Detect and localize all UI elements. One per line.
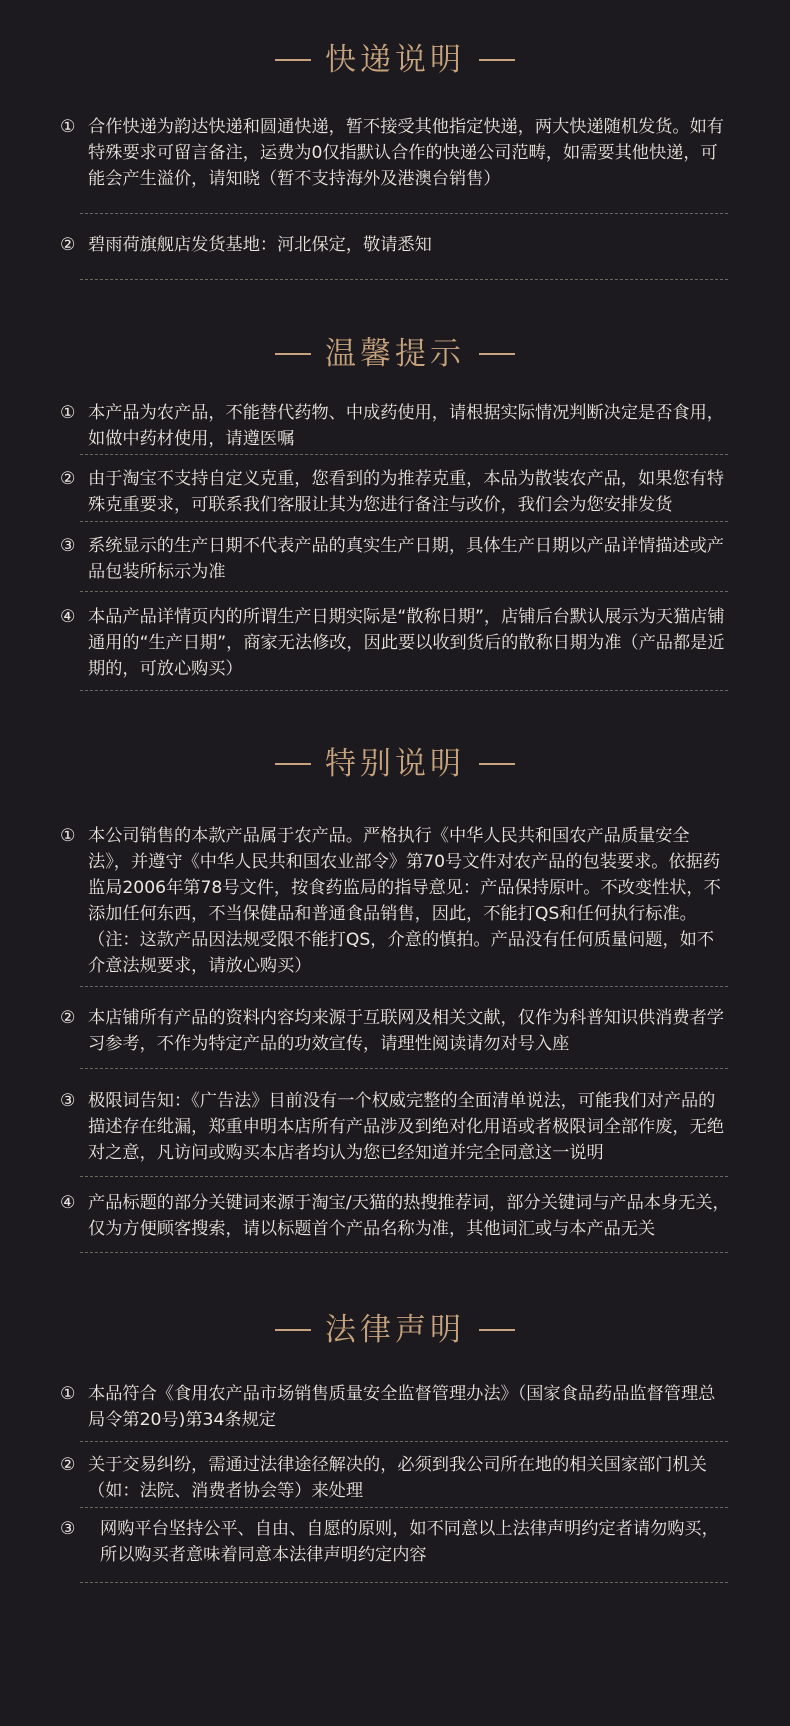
item-number: ② (60, 1455, 76, 1475)
item-text: 本品符合《食用农产品市场销售质量安全监督管理办法》（国家食品药品监督管理总局令第20号)第34条规定 (88, 1384, 716, 1430)
item-text: 本店铺所有产品的资料内容均来源于互联网及相关文献，仅作为科普知识供消费者学习参考，不作为特定产品的功效宣传，请理性阅读请勿对号入座 (88, 1008, 724, 1054)
item-number: ④ (60, 607, 76, 627)
divider (80, 1176, 728, 1177)
tips-item-3 (60, 533, 730, 585)
divider (80, 1068, 728, 1069)
title-dash-left (275, 1329, 311, 1331)
special-item-2 (60, 1005, 730, 1057)
section-title-text: 温馨提示 (325, 336, 465, 372)
title-dash-left (275, 353, 311, 355)
section-title-special (0, 744, 790, 784)
item-number: ③ (60, 536, 76, 556)
item-text: 产品标题的部分关键词来源于淘宝/天猫的热搜推荐词，部分关键词与产品本身无关，仅为方便顾客搜索，请以标题首个产品名称为准，其他词汇或与本产品无关 (88, 1193, 730, 1239)
divider (80, 213, 728, 214)
divider (80, 1582, 728, 1583)
special-item-1 (60, 823, 730, 979)
item-number: ④ (60, 1193, 76, 1213)
item-text: 本产品为农产品，不能替代药物、中成药使用，请根据实际情况判断决定是否食用，如做中药材使用，请遵医嘱 (88, 403, 724, 449)
item-number: ② (60, 1008, 76, 1028)
item-number: ① (60, 403, 76, 423)
legal-item-3 (60, 1516, 730, 1568)
item-text: 关于交易纠纷，需通过法律途径解决的，必须到我公司所在地的相关国家部门机关（如：法院、消费者协会等）来处理 (88, 1455, 707, 1501)
section-title-tips (0, 334, 790, 374)
item-number: ② (60, 469, 76, 489)
item-number: ① (60, 826, 76, 846)
section-title-legal (0, 1310, 790, 1350)
item-text: 合作快递为韵达快递和圆通快递，暂不接受其他指定快递，两大快递随机发货。如有特殊要求可留言备注，运费为0仅指默认合作的快递公司范畴，如需要其他快递，可能会产生溢价，请知晓（暂不支持海外及港澳台销售） (88, 117, 724, 189)
delivery-item-1 (60, 114, 730, 192)
item-number: ① (60, 117, 76, 137)
special-item-3 (60, 1088, 730, 1166)
item-number: ③ (60, 1091, 76, 1111)
title-dash-right (479, 59, 515, 61)
section-title-delivery (0, 40, 790, 80)
title-dash-left (275, 763, 311, 765)
divider (80, 279, 728, 280)
divider (80, 1441, 728, 1442)
divider (80, 591, 728, 592)
section-title-text: 法律声明 (325, 1312, 465, 1348)
delivery-item-2 (60, 232, 730, 258)
item-number: ③ (60, 1519, 76, 1539)
section-title-text: 快递说明 (325, 42, 465, 78)
item-text: 系统显示的生产日期不代表产品的真实生产日期，具体生产日期以产品详情描述或产品包装所标示为准 (88, 536, 724, 582)
item-text: 由于淘宝不支持自定义克重，您看到的为推荐克重，本品为散装农产品，如果您有特殊克重要求，可联系我们客服让其为您进行备注与改价，我们会为您安排发货 (88, 469, 724, 515)
divider (80, 986, 728, 987)
divider (80, 1507, 728, 1508)
item-text: 本品产品详情页内的所谓生产日期实际是“散称日期”，店铺后台默认展示为天猫店铺通用的“生产日期”，商家无法修改，因此要以收到货后的散称日期为准（产品都是近期的，可放心购买） (88, 607, 725, 679)
item-number: ① (60, 1384, 76, 1404)
title-dash-right (479, 353, 515, 355)
title-dash-right (479, 1329, 515, 1331)
item-text: 本公司销售的本款产品属于农产品。严格执行《中华人民共和国农产品质量安全法》，并遵守《中华人民共和国农业部令》第70号文件对农产品的包装要求。依据药监局2006年第78号文件，按食药监局的指导意见：产品保持原叶。不改变性状，不添加任何东西，不当保健品和普通食品销售，因此，不能打QS和任何执行标准。（注：这款产品因法规受限不能打QS，介意的慎拍。产品没有任何质量问题，如不介意法规要求，请放心购买） (88, 826, 721, 976)
divider (80, 1252, 728, 1253)
section-title-text: 特别说明 (325, 746, 465, 782)
special-item-4 (60, 1190, 730, 1242)
divider (80, 521, 728, 522)
legal-item-1 (60, 1381, 730, 1433)
title-dash-left (275, 59, 311, 61)
tips-item-4 (60, 604, 730, 682)
item-text: 网购平台坚持公平、自由、自愿的原则，如不同意以上法律声明约定者请勿购买，所以购买者意味着同意本法律声明约定内容 (100, 1519, 719, 1565)
tips-item-2 (60, 466, 730, 518)
item-number: ② (60, 235, 76, 255)
divider (80, 690, 728, 691)
divider (80, 454, 728, 455)
item-text: 极限词告知：《广告法》目前没有一个权威完整的全面清单说法，可能我们对产品的描述存在纰漏，郑重申明本店所有产品涉及到绝对化用语或者极限词全部作废，无绝对之意，凡访问或购买本店者均认为您已经知道并完全同意这一说明 (88, 1091, 724, 1163)
legal-item-2 (60, 1452, 730, 1504)
title-dash-right (479, 763, 515, 765)
item-text: 碧雨荷旗舰店发货基地：河北保定，敬请悉知 (88, 235, 432, 255)
tips-item-1 (60, 400, 730, 452)
